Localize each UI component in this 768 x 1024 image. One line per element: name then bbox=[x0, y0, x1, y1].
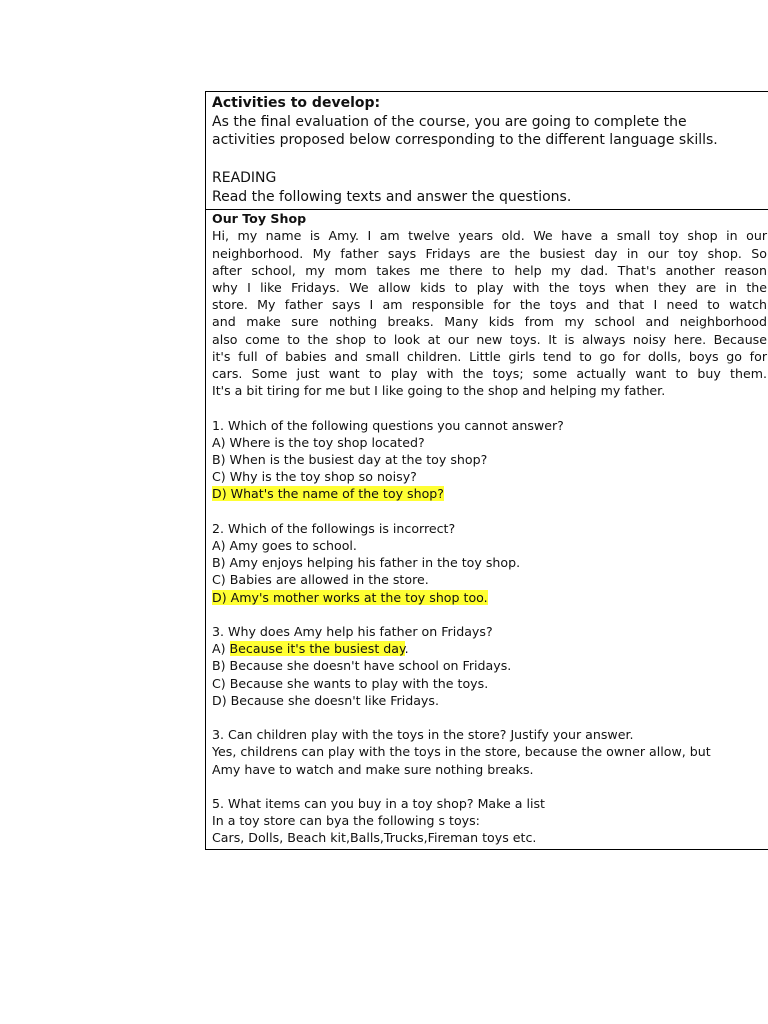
story-paragraph bbox=[212, 227, 768, 399]
question-3-prompt: 3. Why does Amy help his father on Fridays? bbox=[212, 624, 493, 640]
story-line: It's a bit tiring for me but I like going to the shop and helping my father. bbox=[212, 383, 666, 399]
activity-table bbox=[205, 91, 768, 850]
question-1-prompt: 1. Which of the following questions you cannot answer? bbox=[212, 417, 564, 433]
option-suffix: . bbox=[404, 641, 409, 657]
story-line: Hi, my name is Amy. I am twelve years old. We have a small toy shop in our bbox=[212, 228, 767, 244]
question-4-answer-line: Amy have to watch and make sure nothing breaks. bbox=[212, 761, 534, 777]
answer-highlight: Because it's the busiest day bbox=[229, 641, 405, 657]
question-4-prompt: 3. Can children play with the toys in the store? Justify your answer. bbox=[212, 727, 634, 743]
section-instruction: Read the following texts and answer the questions. bbox=[212, 188, 572, 205]
question-1-option-c: C) Why is the toy shop so noisy? bbox=[212, 469, 417, 485]
question-1-option-a: A) Where is the toy shop located? bbox=[212, 434, 425, 450]
story-line: why I like Fridays. We allow kids to play with the toys when they are in the bbox=[212, 280, 767, 296]
story-line: it's full of babies and small children. Little girls tend to go for dolls, boys go for bbox=[212, 348, 767, 364]
story-line: also come to the shop to look at our new toys. It is always noisy here. Because bbox=[212, 331, 767, 347]
option-prefix: A) bbox=[212, 641, 230, 657]
story-line: store. My father says I am responsible for the toys and that I need to watch bbox=[212, 297, 767, 313]
activities-heading: Activities to develop: bbox=[212, 95, 381, 111]
story-line: after school, my mom takes me there to help my dad. That's another reason bbox=[212, 262, 767, 278]
question-5-prompt: 5. What items can you buy in a toy shop? Make a list bbox=[212, 796, 545, 812]
question-1-option-d bbox=[212, 485, 768, 502]
question-2-prompt: 2. Which of the followings is incorrect? bbox=[212, 520, 456, 536]
question-3-option-c: C) Because she wants to play with the toys. bbox=[212, 675, 489, 691]
story-title: Our Toy Shop bbox=[212, 211, 307, 227]
section-title-reading: READING bbox=[212, 169, 277, 186]
answer-highlight: D) What's the name of the toy shop? bbox=[212, 486, 444, 502]
question-5-answer-line: In a toy store can bya the following s toys: bbox=[212, 813, 480, 829]
story-line: and make sure nothing breaks. Many kids from my school and neighborhood bbox=[212, 314, 767, 330]
question-3-option-b: B) Because she doesn't have school on Fridays. bbox=[212, 658, 512, 674]
question-3-option-d: D) Because she doesn't like Fridays. bbox=[212, 692, 439, 708]
question-3-option-a bbox=[212, 640, 768, 657]
question-2-option-a: A) Amy goes to school. bbox=[212, 538, 357, 554]
question-2-option-c: C) Babies are allowed in the store. bbox=[212, 572, 429, 588]
story-line: neighborhood. My father says Fridays are the busiest day in our toy shop. So bbox=[212, 245, 767, 261]
instructions-line: activities proposed below corresponding to the different language skills. bbox=[212, 132, 718, 149]
reading-cell bbox=[206, 210, 768, 848]
story-line: cars. Some just want to play with the toys; some actually want to buy them. bbox=[212, 366, 767, 382]
question-4-answer-line: Yes, childrens can play with the toys in the store, because the owner allow, but bbox=[212, 744, 711, 760]
question-5-answer-line: Cars, Dolls, Beach kit,Balls,Trucks,Fireman toys etc. bbox=[212, 830, 537, 846]
instructions-line: As the final evaluation of the course, you are going to complete the bbox=[212, 113, 687, 130]
answer-highlight: D) Amy's mother works at the toy shop too. bbox=[212, 589, 488, 605]
question-1-option-b: B) When is the busiest day at the toy shop? bbox=[212, 452, 488, 468]
question-2-option-b: B) Amy enjoys helping his father in the toy shop. bbox=[212, 555, 521, 571]
instructions-cell bbox=[206, 92, 768, 210]
question-2-option-d bbox=[212, 589, 768, 606]
